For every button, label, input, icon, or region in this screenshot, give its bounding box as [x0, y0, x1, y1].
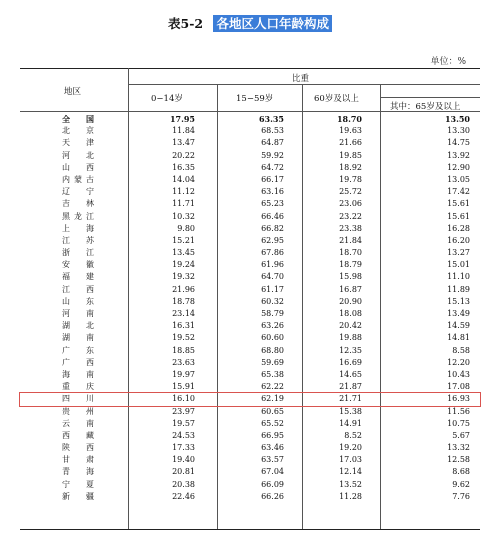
value-65-plus: 14.59	[447, 321, 470, 331]
table-row	[20, 271, 480, 283]
value-60-plus: 20.90	[339, 296, 362, 306]
value-60-plus: 17.03	[339, 455, 362, 465]
value-15-59: 65.52	[261, 418, 284, 428]
value-65-plus: 14.81	[447, 333, 470, 343]
header-age-65-plus: 其中：65岁及以上	[390, 102, 461, 112]
header-proportion: 比重	[292, 74, 310, 84]
table-row	[20, 454, 480, 466]
region-cell: 福 建	[62, 272, 98, 282]
region-cell: 陕 西	[62, 443, 98, 453]
table-row	[20, 430, 480, 442]
value-15-59: 59.92	[261, 150, 284, 160]
header-age-15-59: 15−59岁	[236, 94, 274, 104]
value-65-plus: 12.90	[447, 162, 470, 172]
table-row	[20, 125, 480, 137]
value-60-plus: 19.85	[339, 150, 362, 160]
header-age-0-14: 0−14岁	[151, 94, 183, 104]
value-15-59: 66.17	[261, 174, 284, 184]
region-cell: 甘 肃	[62, 455, 98, 465]
value-0-14: 19.57	[172, 418, 195, 428]
value-0-14: 13.47	[172, 138, 195, 148]
value-15-59: 63.35	[258, 114, 284, 124]
value-0-14: 24.53	[172, 430, 195, 440]
table-row	[20, 381, 480, 393]
value-0-14: 9.80	[177, 223, 195, 233]
value-60-plus: 12.35	[339, 345, 362, 355]
value-65-plus: 13.32	[447, 443, 470, 453]
value-0-14: 22.46	[172, 491, 195, 501]
region-cell: 海 南	[62, 369, 98, 379]
value-15-59: 62.95	[261, 235, 284, 245]
value-0-14: 23.97	[172, 406, 195, 416]
region-cell: 湖 北	[62, 321, 98, 331]
table-title-text[interactable]: 各地区人口年龄构成	[213, 15, 332, 32]
value-15-59: 66.26	[261, 491, 284, 501]
table-row	[20, 150, 480, 162]
value-60-plus: 21.87	[339, 382, 362, 392]
table-row	[20, 247, 480, 259]
table-row	[20, 223, 480, 235]
value-0-14: 15.21	[172, 235, 195, 245]
value-15-59: 62.22	[261, 382, 284, 392]
value-0-14: 11.12	[172, 187, 195, 197]
value-0-14: 23.63	[172, 357, 195, 367]
value-0-14: 17.95	[169, 114, 195, 124]
value-15-59: 65.23	[261, 199, 284, 209]
header-region: 地区	[64, 87, 82, 97]
value-65-plus: 15.13	[447, 296, 470, 306]
bottom-rule	[20, 529, 480, 530]
value-15-59: 61.96	[261, 260, 284, 270]
value-65-plus: 13.27	[447, 248, 470, 258]
region-cell: 广 东	[62, 345, 98, 355]
region-cell: 黑龙江	[62, 211, 98, 221]
table-row	[20, 308, 480, 320]
value-60-plus: 23.22	[339, 211, 362, 221]
value-15-59: 66.82	[261, 223, 284, 233]
value-15-59: 59.69	[261, 357, 284, 367]
table-row	[20, 418, 480, 430]
value-15-59: 60.32	[261, 296, 284, 306]
value-60-plus: 20.42	[339, 321, 362, 331]
value-0-14: 16.10	[172, 394, 195, 404]
region-cell: 河 南	[62, 309, 98, 318]
value-65-plus: 15.01	[447, 260, 470, 270]
value-0-14: 20.81	[172, 467, 195, 477]
value-15-59: 58.79	[261, 309, 284, 318]
table-row	[20, 345, 480, 357]
value-60-plus: 15.98	[339, 272, 362, 282]
value-65-plus: 16.20	[447, 235, 470, 245]
header-age-60-plus: 60岁及以上	[314, 94, 359, 104]
value-65-plus: 9.62	[452, 479, 470, 489]
value-15-59: 63.57	[261, 455, 284, 465]
value-60-plus: 18.79	[339, 260, 362, 270]
value-0-14: 19.32	[172, 272, 195, 282]
table-row	[20, 357, 480, 369]
region-cell: 安 徽	[62, 260, 98, 270]
table-row	[20, 393, 480, 405]
value-60-plus: 15.38	[339, 406, 362, 416]
table-title	[0, 14, 500, 32]
value-15-59: 67.04	[261, 467, 284, 477]
value-65-plus: 17.08	[447, 382, 470, 392]
header-sub-line	[380, 97, 480, 98]
value-60-plus: 14.91	[339, 418, 362, 428]
value-60-plus: 21.66	[339, 138, 362, 148]
table-row	[20, 369, 480, 381]
value-60-plus: 21.84	[339, 235, 362, 245]
value-0-14: 18.78	[172, 296, 195, 306]
value-60-plus: 12.14	[339, 467, 362, 477]
value-0-14: 23.14	[172, 309, 195, 318]
region-cell: 江 西	[62, 284, 98, 294]
value-60-plus: 23.38	[339, 223, 362, 233]
value-60-plus: 16.87	[339, 284, 362, 294]
region-cell: 全 国	[62, 114, 98, 124]
value-65-plus: 17.42	[447, 187, 470, 197]
value-15-59: 64.72	[261, 162, 284, 172]
value-60-plus: 19.20	[339, 443, 362, 453]
value-15-59: 63.26	[261, 321, 284, 331]
table-row	[20, 186, 480, 198]
value-0-14: 16.35	[172, 162, 195, 172]
region-cell: 上 海	[62, 223, 98, 233]
value-60-plus: 25.72	[339, 187, 362, 197]
header-split-line	[128, 84, 480, 85]
value-0-14: 18.85	[172, 345, 195, 355]
value-65-plus: 10.43	[447, 369, 470, 379]
value-15-59: 67.86	[261, 248, 284, 258]
value-0-14: 19.52	[172, 333, 195, 343]
region-cell: 湖 南	[62, 333, 98, 343]
value-65-plus: 14.75	[447, 138, 470, 148]
table-row	[20, 442, 480, 454]
value-0-14: 21.96	[172, 284, 195, 294]
data-table-body	[20, 113, 480, 503]
value-60-plus: 18.70	[339, 248, 362, 258]
value-15-59: 64.87	[261, 138, 284, 148]
unit-label: 单位：%	[430, 57, 466, 67]
value-15-59: 66.09	[261, 479, 284, 489]
value-15-59: 66.95	[261, 430, 284, 440]
value-15-59: 66.46	[261, 211, 284, 221]
region-cell: 四 川	[62, 394, 98, 404]
value-0-14: 17.33	[172, 443, 195, 453]
table-row	[20, 235, 480, 247]
value-65-plus: 13.05	[447, 174, 470, 184]
region-cell: 宁 夏	[62, 479, 98, 489]
table-row	[20, 332, 480, 344]
value-15-59: 62.19	[261, 394, 284, 404]
region-cell: 云 南	[62, 418, 98, 428]
value-15-59: 63.16	[261, 187, 284, 197]
table-row	[20, 320, 480, 332]
value-60-plus: 13.52	[339, 479, 362, 489]
value-65-plus: 12.20	[447, 357, 470, 367]
table-row	[20, 162, 480, 174]
value-60-plus: 21.71	[339, 394, 362, 404]
value-0-14: 14.04	[172, 174, 195, 184]
value-60-plus: 14.65	[339, 369, 362, 379]
value-65-plus: 10.75	[447, 418, 470, 428]
value-0-14: 19.97	[172, 369, 195, 379]
value-0-14: 15.91	[172, 382, 195, 392]
table-row	[20, 198, 480, 210]
value-65-plus: 7.76	[452, 491, 470, 501]
value-65-plus: 12.58	[447, 455, 470, 465]
table-row	[20, 466, 480, 478]
table-row	[20, 284, 480, 296]
region-cell: 青 海	[62, 467, 98, 477]
value-15-59: 60.65	[261, 406, 284, 416]
value-60-plus: 16.69	[339, 357, 362, 367]
region-cell: 广 西	[62, 357, 98, 367]
table-row	[20, 296, 480, 308]
value-0-14: 11.84	[172, 126, 195, 136]
value-60-plus: 18.92	[339, 162, 362, 172]
value-15-59: 64.70	[261, 272, 284, 282]
region-cell: 重 庆	[62, 382, 98, 392]
region-cell: 内蒙古	[62, 174, 98, 184]
value-60-plus: 19.78	[339, 174, 362, 184]
region-cell: 北 京	[62, 126, 98, 136]
value-15-59: 65.38	[261, 369, 284, 379]
value-60-plus: 23.06	[339, 199, 362, 209]
value-0-14: 20.38	[172, 479, 195, 489]
table-row	[20, 491, 480, 503]
table-row	[20, 174, 480, 186]
value-65-plus: 15.61	[447, 211, 470, 221]
value-0-14: 16.31	[172, 321, 195, 331]
table-row	[20, 479, 480, 491]
value-60-plus: 19.88	[339, 333, 362, 343]
value-65-plus: 13.50	[444, 114, 470, 124]
value-60-plus: 18.08	[339, 309, 362, 318]
region-cell: 辽 宁	[62, 187, 98, 197]
region-cell: 河 北	[62, 150, 98, 160]
value-65-plus: 15.61	[447, 199, 470, 209]
table-row	[20, 406, 480, 418]
value-15-59: 63.46	[261, 443, 284, 453]
value-60-plus: 18.70	[336, 114, 362, 124]
value-65-plus: 13.92	[447, 150, 470, 160]
table-row	[20, 259, 480, 271]
value-0-14: 19.24	[172, 260, 195, 270]
value-0-14: 10.32	[172, 211, 195, 221]
value-15-59: 61.17	[261, 284, 284, 294]
region-cell: 新 疆	[62, 491, 98, 501]
value-65-plus: 8.68	[452, 467, 470, 477]
region-cell: 江 苏	[62, 235, 98, 245]
region-cell: 贵 州	[62, 406, 98, 416]
value-65-plus: 11.56	[447, 406, 470, 416]
region-cell: 浙 江	[62, 248, 98, 258]
value-65-plus: 5.67	[452, 430, 470, 440]
table-row	[20, 113, 480, 125]
region-cell: 山 西	[62, 162, 98, 172]
value-65-plus: 11.89	[447, 284, 470, 294]
value-0-14: 20.22	[172, 150, 195, 160]
value-65-plus: 16.93	[447, 394, 470, 404]
value-0-14: 13.45	[172, 248, 195, 258]
value-60-plus: 19.63	[339, 126, 362, 136]
table-row	[20, 137, 480, 149]
value-65-plus: 13.30	[447, 126, 470, 136]
region-cell: 西 藏	[62, 430, 98, 440]
value-65-plus: 13.49	[447, 309, 470, 318]
value-60-plus: 11.28	[339, 491, 362, 501]
value-65-plus: 8.58	[452, 345, 470, 355]
value-15-59: 68.53	[261, 126, 284, 136]
region-cell: 吉 林	[62, 199, 98, 209]
value-0-14: 11.71	[172, 199, 195, 209]
value-60-plus: 8.52	[344, 430, 362, 440]
table-number: 表5-2	[168, 16, 204, 31]
region-cell: 天 津	[62, 138, 98, 148]
value-65-plus: 16.28	[447, 223, 470, 233]
table-row	[20, 211, 480, 223]
top-rule	[20, 68, 480, 69]
region-cell: 山 东	[62, 296, 98, 306]
value-0-14: 19.40	[172, 455, 195, 465]
value-65-plus: 11.10	[447, 272, 470, 282]
value-15-59: 68.80	[261, 345, 284, 355]
value-15-59: 60.60	[261, 333, 284, 343]
